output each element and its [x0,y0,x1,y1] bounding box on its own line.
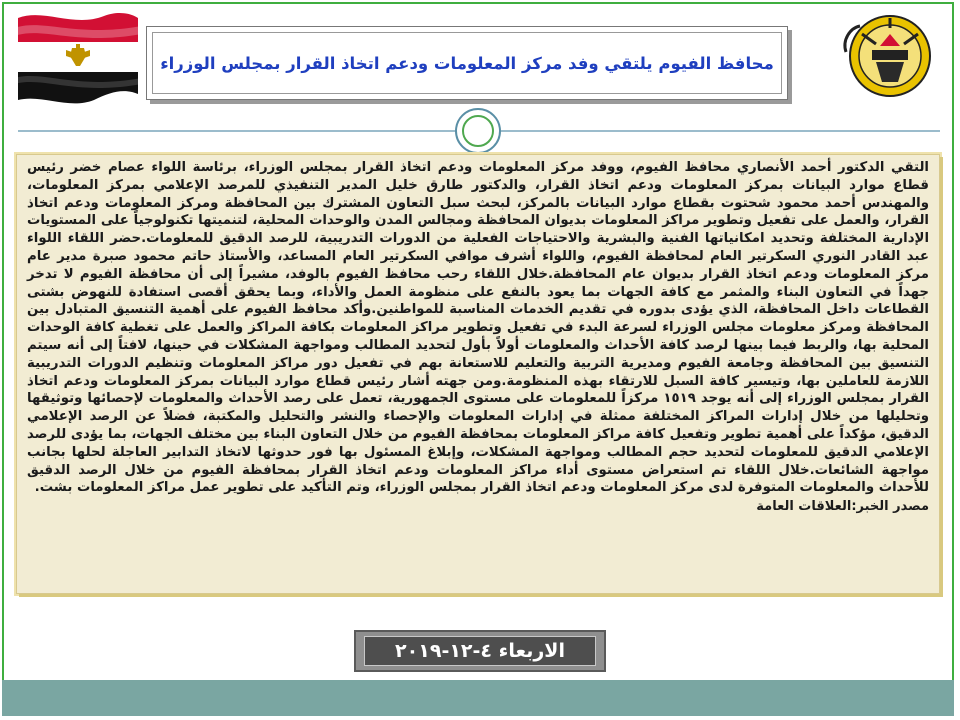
publish-date: الاربعاء ٤-١٢-٢٠١٩ [395,640,565,662]
egypt-flag-icon [14,8,142,108]
headline-inner-frame [152,32,782,94]
page-title: محافظ الفيوم يلتقي وفد مركز المعلومات ودعم اتخاذ القرار بمجلس الوزراء [160,53,774,73]
article-paragraph: التقي الدكتور أحمد الأنصاري محافظ الفيوم، ووفد مركز المعلومات ودعم اتخاذ القرار بمجلس الوزراء، برئاسة اللواء عصام خضر رئيس قطاع موارد البيانات بمركز المعلومات ودعم اتخاذ القرار، والدكتور طارق خليل المدير التنفيذي للمرصد الإعلامي بمركز المعلومات، والمهندس أحمد محمود شحتوت بقطاع موارد البيانات بالمركز، لبحث سبل التعاون المشترك بين المحافظة ومركز المعلومات ودعم اتخاذ القرار، والعمل على تفعيل وتطوير مراكز المعلومات بديوان المحافظة ومجالس المدن والوحدات المحلية، لتنميتها تكنولوجياً على المستويات الإدارية المختلفة وتحديد امكانياتها الفنية والبشرية والاحتياجات الفعلية من الدورات التدريبية، للرصد الدقيق للمعلومات.حضر اللقاء اللواء عبد القادر النوري السكرتير العام لمحافظة الفيوم، واللواء أشرف موافي السكرتير العام المساعد، والأستاذ حاتم محمود صبرة مدير عام مركز المعلومات ودعم اتخاذ القرار بديوان عام المحافظة.خلال اللقاء رحب محافظ الفيوم بالوفد، مشيراً إلى أن محافظة الفيوم لا تدخر جهداً في التعاون البناء والمثمر مع كافة الجهات بما يعود بالنفع على منظومة العمل والأداء، وبما يحقق أقصى استفادة للنهوض بشتى القطاعات داخل المحافظة، الذي يؤدى بدوره في تقديم الخدمات المناسبة للمواطنين.وأكد محافظ الفيوم على أهمية التنسيق المتبادل بين المحافظة ومركز معلومات مجلس الوزراء لسرعة البدء في تفعيل وتطوير مراكز المعلومات بكافة المراكز والعمل على تغطية كافة الوحدات المحلية بها، والربط فيما بينها لرصد كافة الأحداث والمعلومات أولاً بأول لتحديد المطالب ومواجهة المشكلات في حينها، لافتاً إلى أنه سيتم التنسيق بين المحافظة وجامعة الفيوم ومديرية التربية والتعليم للاستعانة بهم في تفعيل دور مراكز المعلومات وتنظيم الدورات التدريبية اللازمة للعاملين بها، وتيسير كافة السبل للارتقاء بهذه المنظومة.ومن جهته أشار رئيس قطاع موارد البيانات بمركز المعلومات ودعم اتخاذ القرار بمجلس الوزراء إلى أنه يوجد ١٥١٩ مركزاً للمعلومات على مستوى الجمهورية، تعمل على رصد الأحداث والمعلومات لإحصائها وتوثيقها وتحليلها من خلال إدارات المراكز المختلفة ممثلة في إدارات المعلومات والإحصاء والنشر والتحليل والمكتبة، فضلاً عن الرصد الإعلامي الدقيق، مؤكداً على أهمية تطوير وتفعيل كافة مراكز المعلومات بمحافظة الفيوم من خلال التعاون البناء بين مختلف الجهات، بما يؤدى للرصد الإعلامي الدقيق للمعلومات لتحديد حجم المطالب ومواجهة المشكلات، وإبلاغ المسئول بها فور حدوثها لاتخاذ التدابير العاجلة لحلها بجانب مواجهة الشائعات.خلال اللقاء تم استعراض مستوى أداء مراكز المعلومات ودعم اتخاذ القرار بمحافظة الفيوم من خلال الرصد الدقيق للأحداث والمعلومات المتوفرة لدى مركز المعلومات ودعم اتخاذ القرار بمجلس الوزراء، وتم التأكيد على تطوير عمل مراكز المعلومات بشت. [27,160,929,496]
date-badge [354,630,606,672]
date-badge-inner [364,636,596,666]
headline-box [146,26,788,100]
article-body [16,154,940,594]
fayoum-governorate-emblem-icon [836,10,940,102]
news-source: مصدر الخبر:العلاقات العامة [756,499,929,515]
footer-bar [2,680,954,716]
divider-circle-ornament [455,108,501,154]
